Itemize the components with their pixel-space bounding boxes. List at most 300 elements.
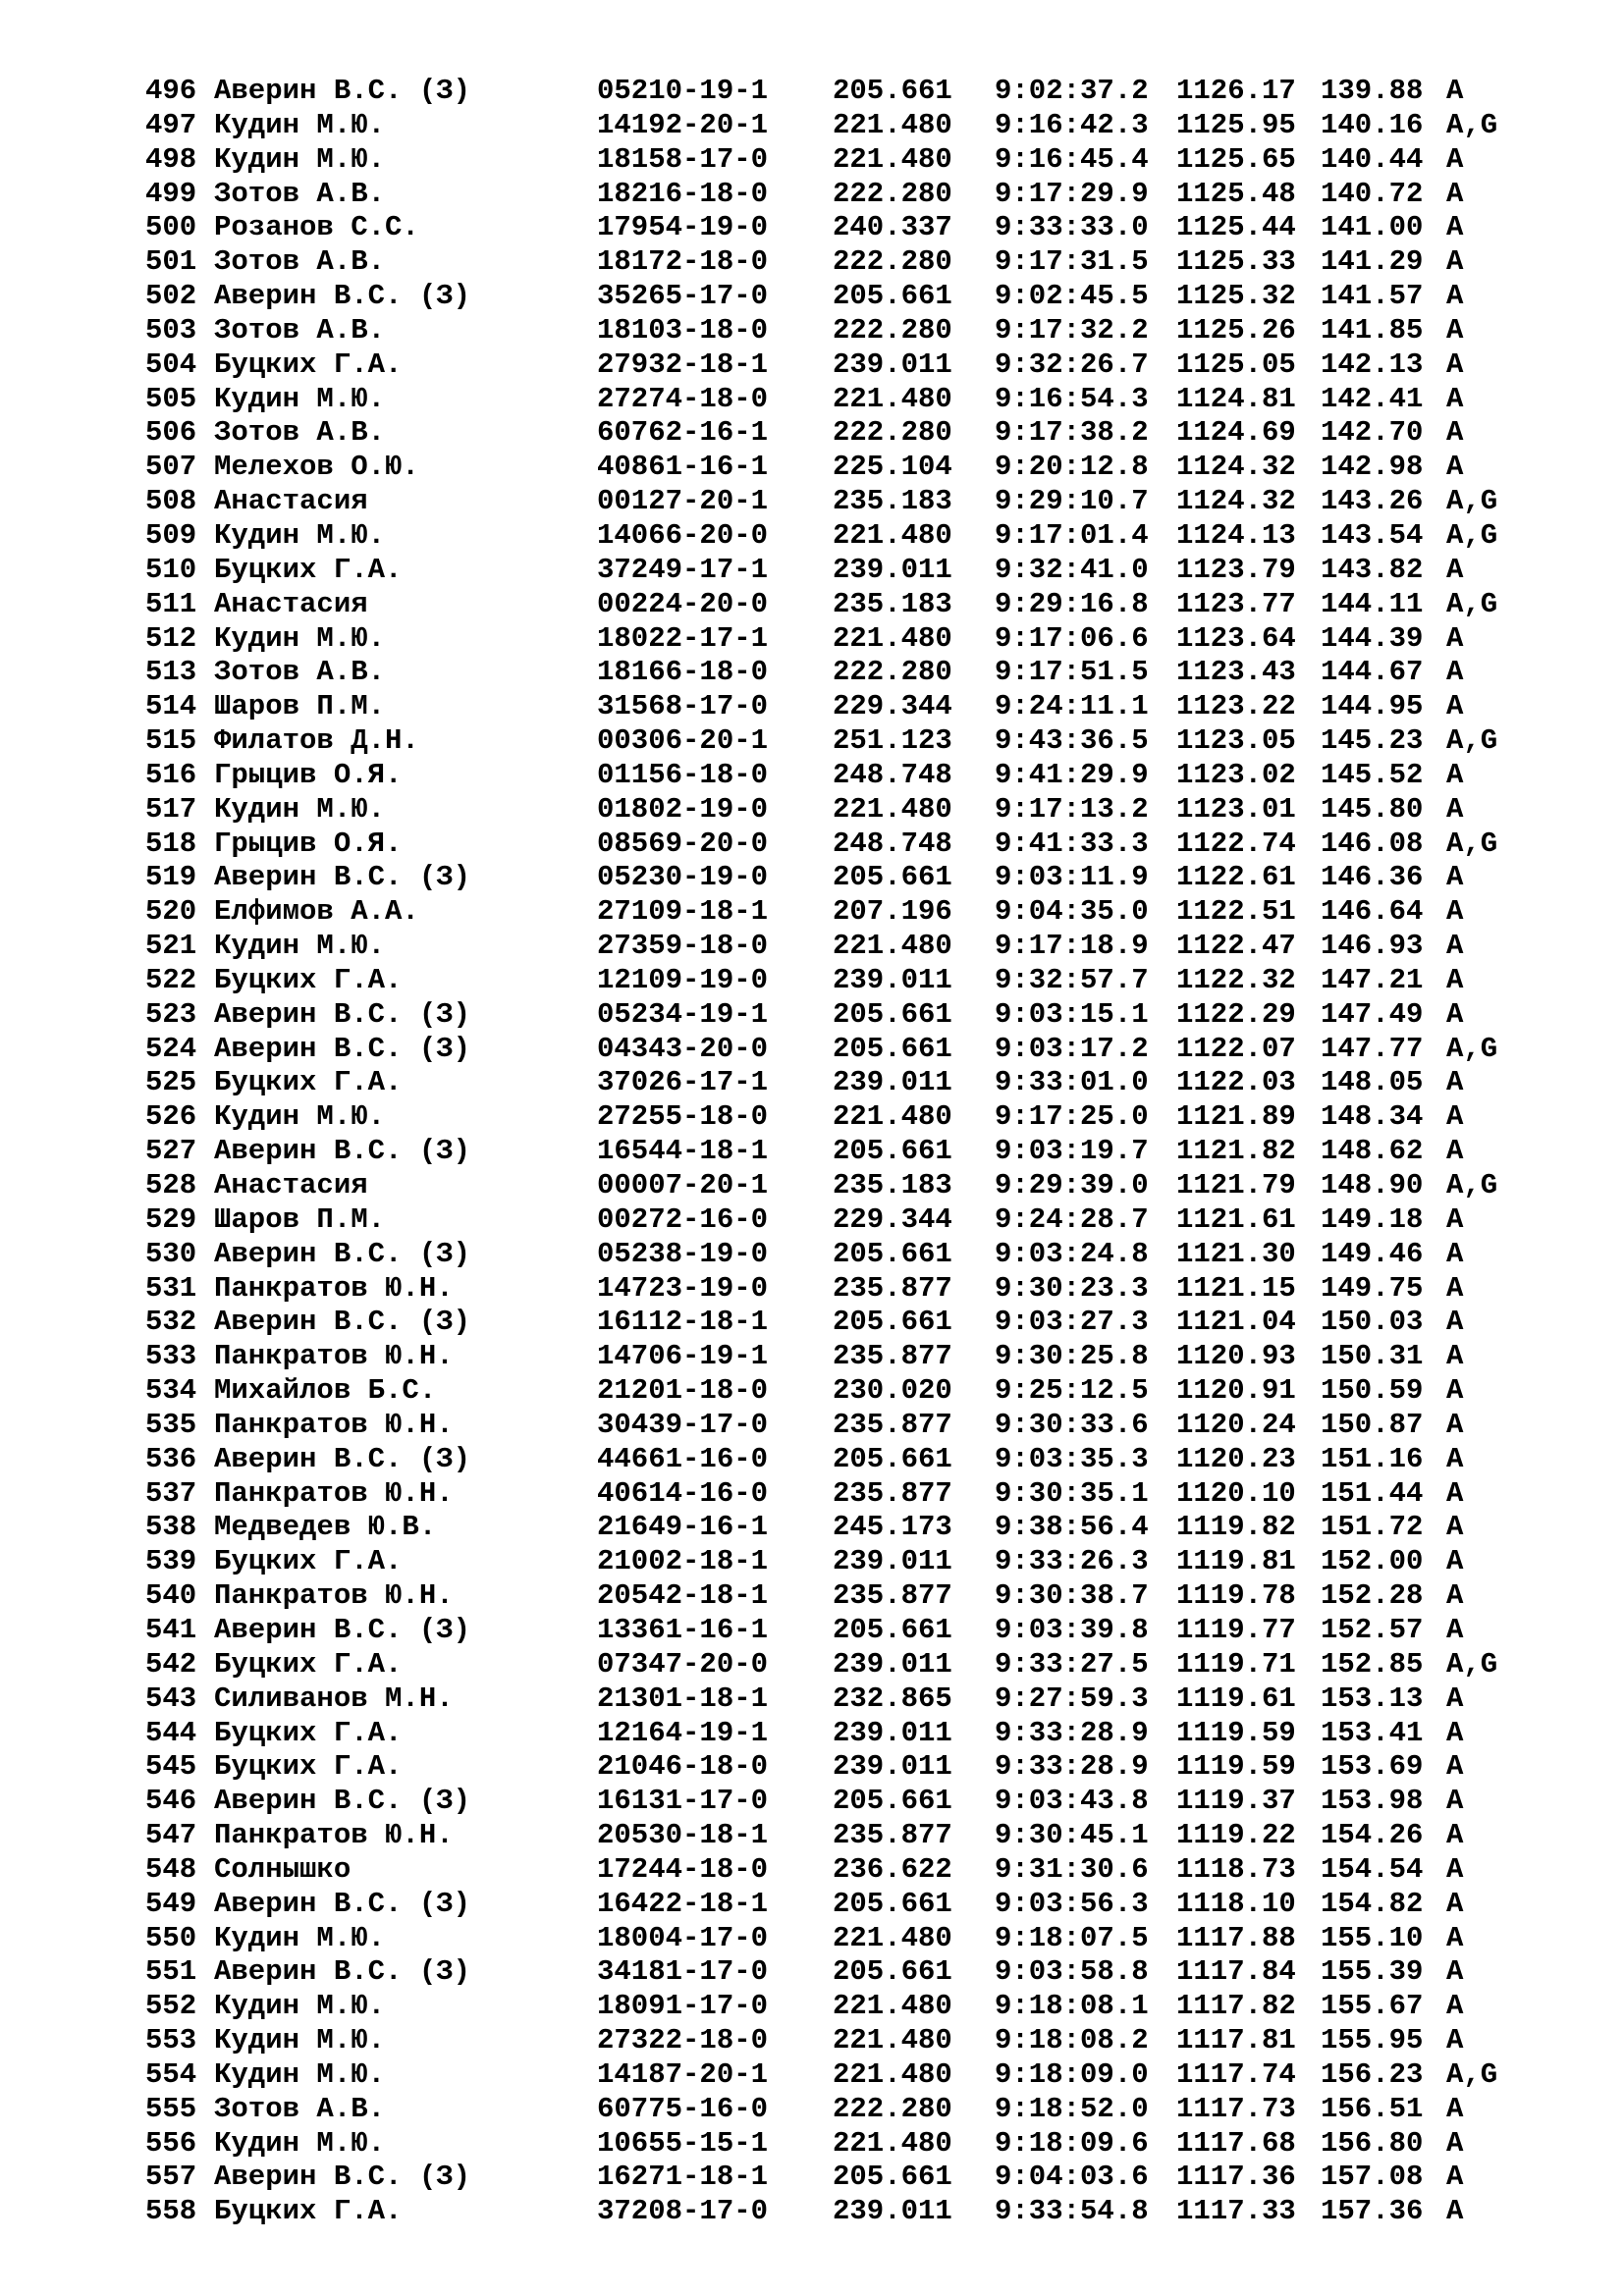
ring-id: 16131-17-0 bbox=[597, 1785, 769, 1818]
distance-value: 240.337 bbox=[833, 211, 952, 244]
arrival-time: 9:30:25.8 bbox=[995, 1340, 1149, 1373]
place-number: 518 bbox=[145, 827, 197, 860]
participant-name: Буцких Г.А. bbox=[214, 1647, 403, 1681]
points-value: 145.80 bbox=[1321, 792, 1424, 826]
speed-value: 1122.47 bbox=[1176, 930, 1296, 963]
participant-name: Анастасия bbox=[214, 485, 368, 518]
flag-value: A bbox=[1446, 1613, 1464, 1646]
speed-value: 1125.33 bbox=[1176, 245, 1296, 279]
distance-value: 239.011 bbox=[833, 1647, 952, 1681]
arrival-time: 9:17:29.9 bbox=[995, 177, 1149, 210]
place-number: 501 bbox=[145, 245, 197, 279]
participant-name: Мелехов О.Ю. bbox=[214, 451, 419, 484]
participant-name: Кудин М.Ю. bbox=[214, 518, 386, 552]
distance-value: 205.661 bbox=[833, 280, 952, 313]
flag-value: A,G bbox=[1446, 2057, 1498, 2091]
speed-value: 1122.61 bbox=[1176, 861, 1296, 894]
distance-value: 239.011 bbox=[833, 1716, 952, 1749]
arrival-time: 9:03:27.3 bbox=[995, 1306, 1149, 1339]
points-value: 143.54 bbox=[1321, 518, 1424, 552]
ring-id: 16544-18-1 bbox=[597, 1135, 769, 1168]
distance-value: 239.011 bbox=[833, 2195, 952, 2228]
distance-value: 230.020 bbox=[833, 1374, 952, 1408]
place-number: 515 bbox=[145, 724, 197, 758]
speed-value: 1118.73 bbox=[1176, 1852, 1296, 1886]
points-value: 146.36 bbox=[1321, 861, 1424, 894]
place-number: 513 bbox=[145, 656, 197, 689]
flag-value: A,G bbox=[1446, 724, 1498, 758]
participant-name: Кудин М.Ю. bbox=[214, 2126, 386, 2160]
participant-name: Буцких Г.А. bbox=[214, 1066, 403, 1099]
flag-value: A bbox=[1446, 1990, 1464, 2023]
points-value: 140.44 bbox=[1321, 142, 1424, 176]
speed-value: 1121.30 bbox=[1176, 1237, 1296, 1270]
participant-name: Силиванов М.Н. bbox=[214, 1682, 454, 1715]
speed-value: 1117.36 bbox=[1176, 2161, 1296, 2194]
place-number: 502 bbox=[145, 280, 197, 313]
arrival-time: 9:03:56.3 bbox=[995, 1887, 1149, 1920]
ring-id: 05230-19-0 bbox=[597, 861, 769, 894]
participant-name: Шаров П.М. bbox=[214, 690, 386, 723]
place-number: 528 bbox=[145, 1169, 197, 1201]
speed-value: 1117.84 bbox=[1176, 1955, 1296, 1989]
points-value: 156.80 bbox=[1321, 2126, 1424, 2160]
arrival-time: 9:29:10.7 bbox=[995, 485, 1149, 518]
speed-value: 1118.10 bbox=[1176, 1887, 1296, 1920]
place-number: 526 bbox=[145, 1100, 197, 1134]
ring-id: 16422-18-1 bbox=[597, 1887, 769, 1920]
flag-value: A bbox=[1446, 1202, 1464, 1236]
speed-value: 1126.17 bbox=[1176, 75, 1296, 107]
speed-value: 1117.33 bbox=[1176, 2195, 1296, 2228]
participant-name: Кудин М.Ю. bbox=[214, 792, 386, 826]
arrival-time: 9:29:16.8 bbox=[995, 587, 1149, 620]
speed-value: 1124.13 bbox=[1176, 518, 1296, 552]
flag-value: A bbox=[1446, 245, 1464, 279]
place-number: 550 bbox=[145, 1921, 197, 1954]
points-value: 157.08 bbox=[1321, 2161, 1424, 2194]
flag-value: A bbox=[1446, 2195, 1464, 2228]
flag-value: A bbox=[1446, 1476, 1464, 1510]
distance-value: 222.280 bbox=[833, 2092, 952, 2125]
speed-value: 1119.61 bbox=[1176, 1682, 1296, 1715]
speed-value: 1125.95 bbox=[1176, 108, 1296, 141]
place-number: 507 bbox=[145, 451, 197, 484]
speed-value: 1121.04 bbox=[1176, 1306, 1296, 1339]
arrival-time: 9:33:28.9 bbox=[995, 1750, 1149, 1784]
ring-id: 14723-19-0 bbox=[597, 1271, 769, 1305]
distance-value: 235.877 bbox=[833, 1579, 952, 1613]
arrival-time: 9:30:33.6 bbox=[995, 1408, 1149, 1441]
distance-value: 221.480 bbox=[833, 142, 952, 176]
distance-value: 239.011 bbox=[833, 553, 952, 586]
ring-id: 35265-17-0 bbox=[597, 280, 769, 313]
arrival-time: 9:03:19.7 bbox=[995, 1135, 1149, 1168]
points-value: 146.64 bbox=[1321, 895, 1424, 929]
arrival-time: 9:17:38.2 bbox=[995, 416, 1149, 450]
points-value: 145.52 bbox=[1321, 758, 1424, 791]
arrival-time: 9:33:28.9 bbox=[995, 1716, 1149, 1749]
distance-value: 221.480 bbox=[833, 2057, 952, 2091]
place-number: 553 bbox=[145, 2024, 197, 2057]
ring-id: 14706-19-1 bbox=[597, 1340, 769, 1373]
flag-value: A bbox=[1446, 930, 1464, 963]
place-number: 540 bbox=[145, 1579, 197, 1613]
ring-id: 12109-19-0 bbox=[597, 963, 769, 996]
place-number: 498 bbox=[145, 142, 197, 176]
distance-value: 232.865 bbox=[833, 1682, 952, 1715]
arrival-time: 9:30:38.7 bbox=[995, 1579, 1149, 1613]
flag-value: A bbox=[1446, 2092, 1464, 2125]
distance-value: 229.344 bbox=[833, 690, 952, 723]
distance-value: 235.877 bbox=[833, 1340, 952, 1373]
ring-id: 18022-17-1 bbox=[597, 621, 769, 655]
speed-value: 1120.91 bbox=[1176, 1374, 1296, 1408]
points-value: 142.98 bbox=[1321, 451, 1424, 484]
flag-value: A bbox=[1446, 1408, 1464, 1441]
participant-name: Зотов А.В. bbox=[214, 313, 386, 347]
place-number: 519 bbox=[145, 861, 197, 894]
flag-value: A bbox=[1446, 1921, 1464, 1954]
participant-name: Кудин М.Ю. bbox=[214, 382, 386, 415]
place-number: 497 bbox=[145, 108, 197, 141]
arrival-time: 9:30:45.1 bbox=[995, 1819, 1149, 1852]
place-number: 546 bbox=[145, 1785, 197, 1818]
distance-value: 221.480 bbox=[833, 2024, 952, 2057]
place-number: 505 bbox=[145, 382, 197, 415]
distance-value: 235.877 bbox=[833, 1476, 952, 1510]
arrival-time: 9:17:06.6 bbox=[995, 621, 1149, 655]
flag-value: A bbox=[1446, 382, 1464, 415]
speed-value: 1124.32 bbox=[1176, 485, 1296, 518]
flag-value: A bbox=[1446, 690, 1464, 723]
ring-id: 21201-18-0 bbox=[597, 1374, 769, 1408]
points-value: 148.05 bbox=[1321, 1066, 1424, 1099]
ring-id: 00127-20-1 bbox=[597, 485, 769, 518]
flag-value: A bbox=[1446, 2161, 1464, 2194]
participant-name: Аверин В.С. (З) bbox=[214, 1442, 471, 1475]
points-value: 140.72 bbox=[1321, 177, 1424, 210]
place-number: 533 bbox=[145, 1340, 197, 1373]
speed-value: 1117.74 bbox=[1176, 2057, 1296, 2091]
flag-value: A bbox=[1446, 2126, 1464, 2160]
participant-name: Буцких Г.А. bbox=[214, 347, 403, 381]
place-number: 525 bbox=[145, 1066, 197, 1099]
flag-value: A,G bbox=[1446, 485, 1498, 518]
flag-value: A bbox=[1446, 1135, 1464, 1168]
arrival-time: 9:25:12.5 bbox=[995, 1374, 1149, 1408]
speed-value: 1121.79 bbox=[1176, 1169, 1296, 1201]
points-value: 142.70 bbox=[1321, 416, 1424, 450]
arrival-time: 9:17:13.2 bbox=[995, 792, 1149, 826]
speed-value: 1122.32 bbox=[1176, 963, 1296, 996]
place-number: 530 bbox=[145, 1237, 197, 1270]
arrival-time: 9:16:42.3 bbox=[995, 108, 1149, 141]
participant-name: Аверин В.С. (З) bbox=[214, 861, 471, 894]
speed-value: 1117.88 bbox=[1176, 1921, 1296, 1954]
participant-name: Панкратов Ю.Н. bbox=[214, 1579, 454, 1613]
speed-value: 1120.24 bbox=[1176, 1408, 1296, 1441]
points-value: 153.41 bbox=[1321, 1716, 1424, 1749]
points-value: 155.67 bbox=[1321, 1990, 1424, 2023]
arrival-time: 9:33:54.8 bbox=[995, 2195, 1149, 2228]
points-value: 140.16 bbox=[1321, 108, 1424, 141]
speed-value: 1125.44 bbox=[1176, 211, 1296, 244]
ring-id: 27932-18-1 bbox=[597, 347, 769, 381]
speed-value: 1122.74 bbox=[1176, 827, 1296, 860]
arrival-time: 9:17:18.9 bbox=[995, 930, 1149, 963]
participant-name: Буцких Г.А. bbox=[214, 963, 403, 996]
participant-name: Кудин М.Ю. bbox=[214, 1990, 386, 2023]
arrival-time: 9:03:39.8 bbox=[995, 1613, 1149, 1646]
arrival-time: 9:17:32.2 bbox=[995, 313, 1149, 347]
ring-id: 01802-19-0 bbox=[597, 792, 769, 826]
speed-value: 1125.32 bbox=[1176, 280, 1296, 313]
participant-name: Солнышко bbox=[214, 1852, 352, 1886]
arrival-time: 9:18:08.1 bbox=[995, 1990, 1149, 2023]
points-value: 145.23 bbox=[1321, 724, 1424, 758]
participant-name: Михайлов Б.С. bbox=[214, 1374, 437, 1408]
points-value: 154.26 bbox=[1321, 1819, 1424, 1852]
place-number: 499 bbox=[145, 177, 197, 210]
speed-value: 1125.05 bbox=[1176, 347, 1296, 381]
distance-value: 205.661 bbox=[833, 75, 952, 107]
distance-value: 205.661 bbox=[833, 1442, 952, 1475]
flag-value: A bbox=[1446, 1237, 1464, 1270]
points-value: 151.44 bbox=[1321, 1476, 1424, 1510]
ring-id: 18091-17-0 bbox=[597, 1990, 769, 2023]
distance-value: 222.280 bbox=[833, 177, 952, 210]
ring-id: 16112-18-1 bbox=[597, 1306, 769, 1339]
flag-value: A bbox=[1446, 75, 1464, 107]
arrival-time: 9:03:17.2 bbox=[995, 1032, 1149, 1065]
distance-value: 229.344 bbox=[833, 1202, 952, 1236]
speed-value: 1121.15 bbox=[1176, 1271, 1296, 1305]
flag-value: A bbox=[1446, 1716, 1464, 1749]
participant-name: Панкратов Ю.Н. bbox=[214, 1340, 454, 1373]
points-value: 147.49 bbox=[1321, 997, 1424, 1031]
ring-id: 60775-16-0 bbox=[597, 2092, 769, 2125]
flag-value: A bbox=[1446, 1100, 1464, 1134]
arrival-time: 9:24:11.1 bbox=[995, 690, 1149, 723]
points-value: 148.90 bbox=[1321, 1169, 1424, 1201]
points-value: 150.87 bbox=[1321, 1408, 1424, 1441]
participant-name: Анастасия bbox=[214, 587, 368, 620]
speed-value: 1120.23 bbox=[1176, 1442, 1296, 1475]
points-value: 150.31 bbox=[1321, 1340, 1424, 1373]
place-number: 544 bbox=[145, 1716, 197, 1749]
distance-value: 235.877 bbox=[833, 1819, 952, 1852]
place-number: 535 bbox=[145, 1408, 197, 1441]
arrival-time: 9:04:03.6 bbox=[995, 2161, 1149, 2194]
place-number: 548 bbox=[145, 1852, 197, 1886]
arrival-time: 9:18:09.0 bbox=[995, 2057, 1149, 2091]
place-number: 543 bbox=[145, 1682, 197, 1715]
points-value: 141.85 bbox=[1321, 313, 1424, 347]
speed-value: 1119.71 bbox=[1176, 1647, 1296, 1681]
speed-value: 1119.78 bbox=[1176, 1579, 1296, 1613]
place-number: 523 bbox=[145, 997, 197, 1031]
points-value: 149.18 bbox=[1321, 1202, 1424, 1236]
ring-id: 27274-18-0 bbox=[597, 382, 769, 415]
arrival-time: 9:38:56.4 bbox=[995, 1511, 1149, 1544]
distance-value: 245.173 bbox=[833, 1511, 952, 1544]
distance-value: 205.661 bbox=[833, 2161, 952, 2194]
speed-value: 1121.89 bbox=[1176, 1100, 1296, 1134]
flag-value: A bbox=[1446, 621, 1464, 655]
points-value: 155.95 bbox=[1321, 2024, 1424, 2057]
points-value: 149.46 bbox=[1321, 1237, 1424, 1270]
place-number: 537 bbox=[145, 1476, 197, 1510]
arrival-time: 9:24:28.7 bbox=[995, 1202, 1149, 1236]
points-value: 141.57 bbox=[1321, 280, 1424, 313]
points-value: 152.28 bbox=[1321, 1579, 1424, 1613]
speed-value: 1123.79 bbox=[1176, 553, 1296, 586]
participant-name: Шаров П.М. bbox=[214, 1202, 386, 1236]
flag-value: A,G bbox=[1446, 827, 1498, 860]
place-number: 496 bbox=[145, 75, 197, 107]
distance-value: 221.480 bbox=[833, 621, 952, 655]
participant-name: Зотов А.В. bbox=[214, 656, 386, 689]
arrival-time: 9:33:27.5 bbox=[995, 1647, 1149, 1681]
participant-name: Кудин М.Ю. bbox=[214, 1100, 386, 1134]
place-number: 514 bbox=[145, 690, 197, 723]
place-number: 510 bbox=[145, 553, 197, 586]
points-value: 153.69 bbox=[1321, 1750, 1424, 1784]
flag-value: A bbox=[1446, 1545, 1464, 1578]
participant-name: Буцких Г.А. bbox=[214, 1750, 403, 1784]
flag-value: A bbox=[1446, 142, 1464, 176]
points-value: 144.95 bbox=[1321, 690, 1424, 723]
speed-value: 1125.26 bbox=[1176, 313, 1296, 347]
flag-value: A bbox=[1446, 1852, 1464, 1886]
flag-value: A bbox=[1446, 451, 1464, 484]
arrival-time: 9:41:33.3 bbox=[995, 827, 1149, 860]
arrival-time: 9:02:45.5 bbox=[995, 280, 1149, 313]
flag-value: A bbox=[1446, 211, 1464, 244]
distance-value: 239.011 bbox=[833, 347, 952, 381]
place-number: 522 bbox=[145, 963, 197, 996]
distance-value: 221.480 bbox=[833, 1921, 952, 1954]
ring-id: 37249-17-1 bbox=[597, 553, 769, 586]
ring-id: 60762-16-1 bbox=[597, 416, 769, 450]
flag-value: A bbox=[1446, 1442, 1464, 1475]
speed-value: 1122.51 bbox=[1176, 895, 1296, 929]
participant-name: Буцких Г.А. bbox=[214, 553, 403, 586]
arrival-time: 9:31:30.6 bbox=[995, 1852, 1149, 1886]
place-number: 538 bbox=[145, 1511, 197, 1544]
arrival-time: 9:03:15.1 bbox=[995, 997, 1149, 1031]
points-value: 146.93 bbox=[1321, 930, 1424, 963]
ring-id: 17244-18-0 bbox=[597, 1852, 769, 1886]
participant-name: Филатов Д.Н. bbox=[214, 724, 419, 758]
ring-id: 18166-18-0 bbox=[597, 656, 769, 689]
ring-id: 17954-19-0 bbox=[597, 211, 769, 244]
arrival-time: 9:30:35.1 bbox=[995, 1476, 1149, 1510]
flag-value: A bbox=[1446, 1271, 1464, 1305]
ring-id: 00224-20-0 bbox=[597, 587, 769, 620]
participant-name: Аверин В.С. (З) bbox=[214, 1032, 471, 1065]
points-value: 152.85 bbox=[1321, 1647, 1424, 1681]
flag-value: A bbox=[1446, 997, 1464, 1031]
participant-name: Аверин В.С. (З) bbox=[214, 1135, 471, 1168]
flag-value: A bbox=[1446, 1066, 1464, 1099]
participant-name: Грыцив О.Я. bbox=[214, 758, 403, 791]
ring-id: 18004-17-0 bbox=[597, 1921, 769, 1954]
ring-id: 27322-18-0 bbox=[597, 2024, 769, 2057]
speed-value: 1123.05 bbox=[1176, 724, 1296, 758]
points-value: 147.77 bbox=[1321, 1032, 1424, 1065]
speed-value: 1123.64 bbox=[1176, 621, 1296, 655]
speed-value: 1122.29 bbox=[1176, 997, 1296, 1031]
distance-value: 236.622 bbox=[833, 1852, 952, 1886]
ring-id: 37026-17-1 bbox=[597, 1066, 769, 1099]
ring-id: 18216-18-0 bbox=[597, 177, 769, 210]
flag-value: A bbox=[1446, 313, 1464, 347]
ring-id: 12164-19-1 bbox=[597, 1716, 769, 1749]
distance-value: 222.280 bbox=[833, 245, 952, 279]
speed-value: 1120.10 bbox=[1176, 1476, 1296, 1510]
arrival-time: 9:32:57.7 bbox=[995, 963, 1149, 996]
points-value: 151.72 bbox=[1321, 1511, 1424, 1544]
speed-value: 1119.81 bbox=[1176, 1545, 1296, 1578]
speed-value: 1120.93 bbox=[1176, 1340, 1296, 1373]
distance-value: 235.877 bbox=[833, 1408, 952, 1441]
distance-value: 205.661 bbox=[833, 1237, 952, 1270]
flag-value: A bbox=[1446, 1819, 1464, 1852]
points-value: 157.36 bbox=[1321, 2195, 1424, 2228]
speed-value: 1121.82 bbox=[1176, 1135, 1296, 1168]
distance-value: 235.877 bbox=[833, 1271, 952, 1305]
points-value: 146.08 bbox=[1321, 827, 1424, 860]
participant-name: Буцких Г.А. bbox=[214, 2195, 403, 2228]
place-number: 542 bbox=[145, 1647, 197, 1681]
speed-value: 1119.59 bbox=[1176, 1716, 1296, 1749]
ring-id: 14066-20-0 bbox=[597, 518, 769, 552]
speed-value: 1119.77 bbox=[1176, 1613, 1296, 1646]
distance-value: 235.183 bbox=[833, 587, 952, 620]
place-number: 541 bbox=[145, 1613, 197, 1646]
place-number: 511 bbox=[145, 587, 197, 620]
flag-value: A bbox=[1446, 1374, 1464, 1408]
distance-value: 235.183 bbox=[833, 485, 952, 518]
participant-name: Аверин В.С. (З) bbox=[214, 1887, 471, 1920]
flag-value: A bbox=[1446, 861, 1464, 894]
distance-value: 205.661 bbox=[833, 1887, 952, 1920]
points-value: 144.67 bbox=[1321, 656, 1424, 689]
distance-value: 205.661 bbox=[833, 1135, 952, 1168]
place-number: 545 bbox=[145, 1750, 197, 1784]
place-number: 524 bbox=[145, 1032, 197, 1065]
participant-name: Зотов А.В. bbox=[214, 2092, 386, 2125]
place-number: 506 bbox=[145, 416, 197, 450]
flag-value: A bbox=[1446, 416, 1464, 450]
speed-value: 1125.65 bbox=[1176, 142, 1296, 176]
distance-value: 221.480 bbox=[833, 1990, 952, 2023]
points-value: 147.21 bbox=[1321, 963, 1424, 996]
flag-value: A bbox=[1446, 553, 1464, 586]
place-number: 549 bbox=[145, 1887, 197, 1920]
place-number: 504 bbox=[145, 347, 197, 381]
points-value: 154.82 bbox=[1321, 1887, 1424, 1920]
points-value: 142.41 bbox=[1321, 382, 1424, 415]
speed-value: 1119.82 bbox=[1176, 1511, 1296, 1544]
flag-value: A,G bbox=[1446, 587, 1498, 620]
speed-value: 1117.82 bbox=[1176, 1990, 1296, 2023]
participant-name: Розанов С.С. bbox=[214, 211, 419, 244]
flag-value: A bbox=[1446, 2024, 1464, 2057]
place-number: 557 bbox=[145, 2161, 197, 2194]
